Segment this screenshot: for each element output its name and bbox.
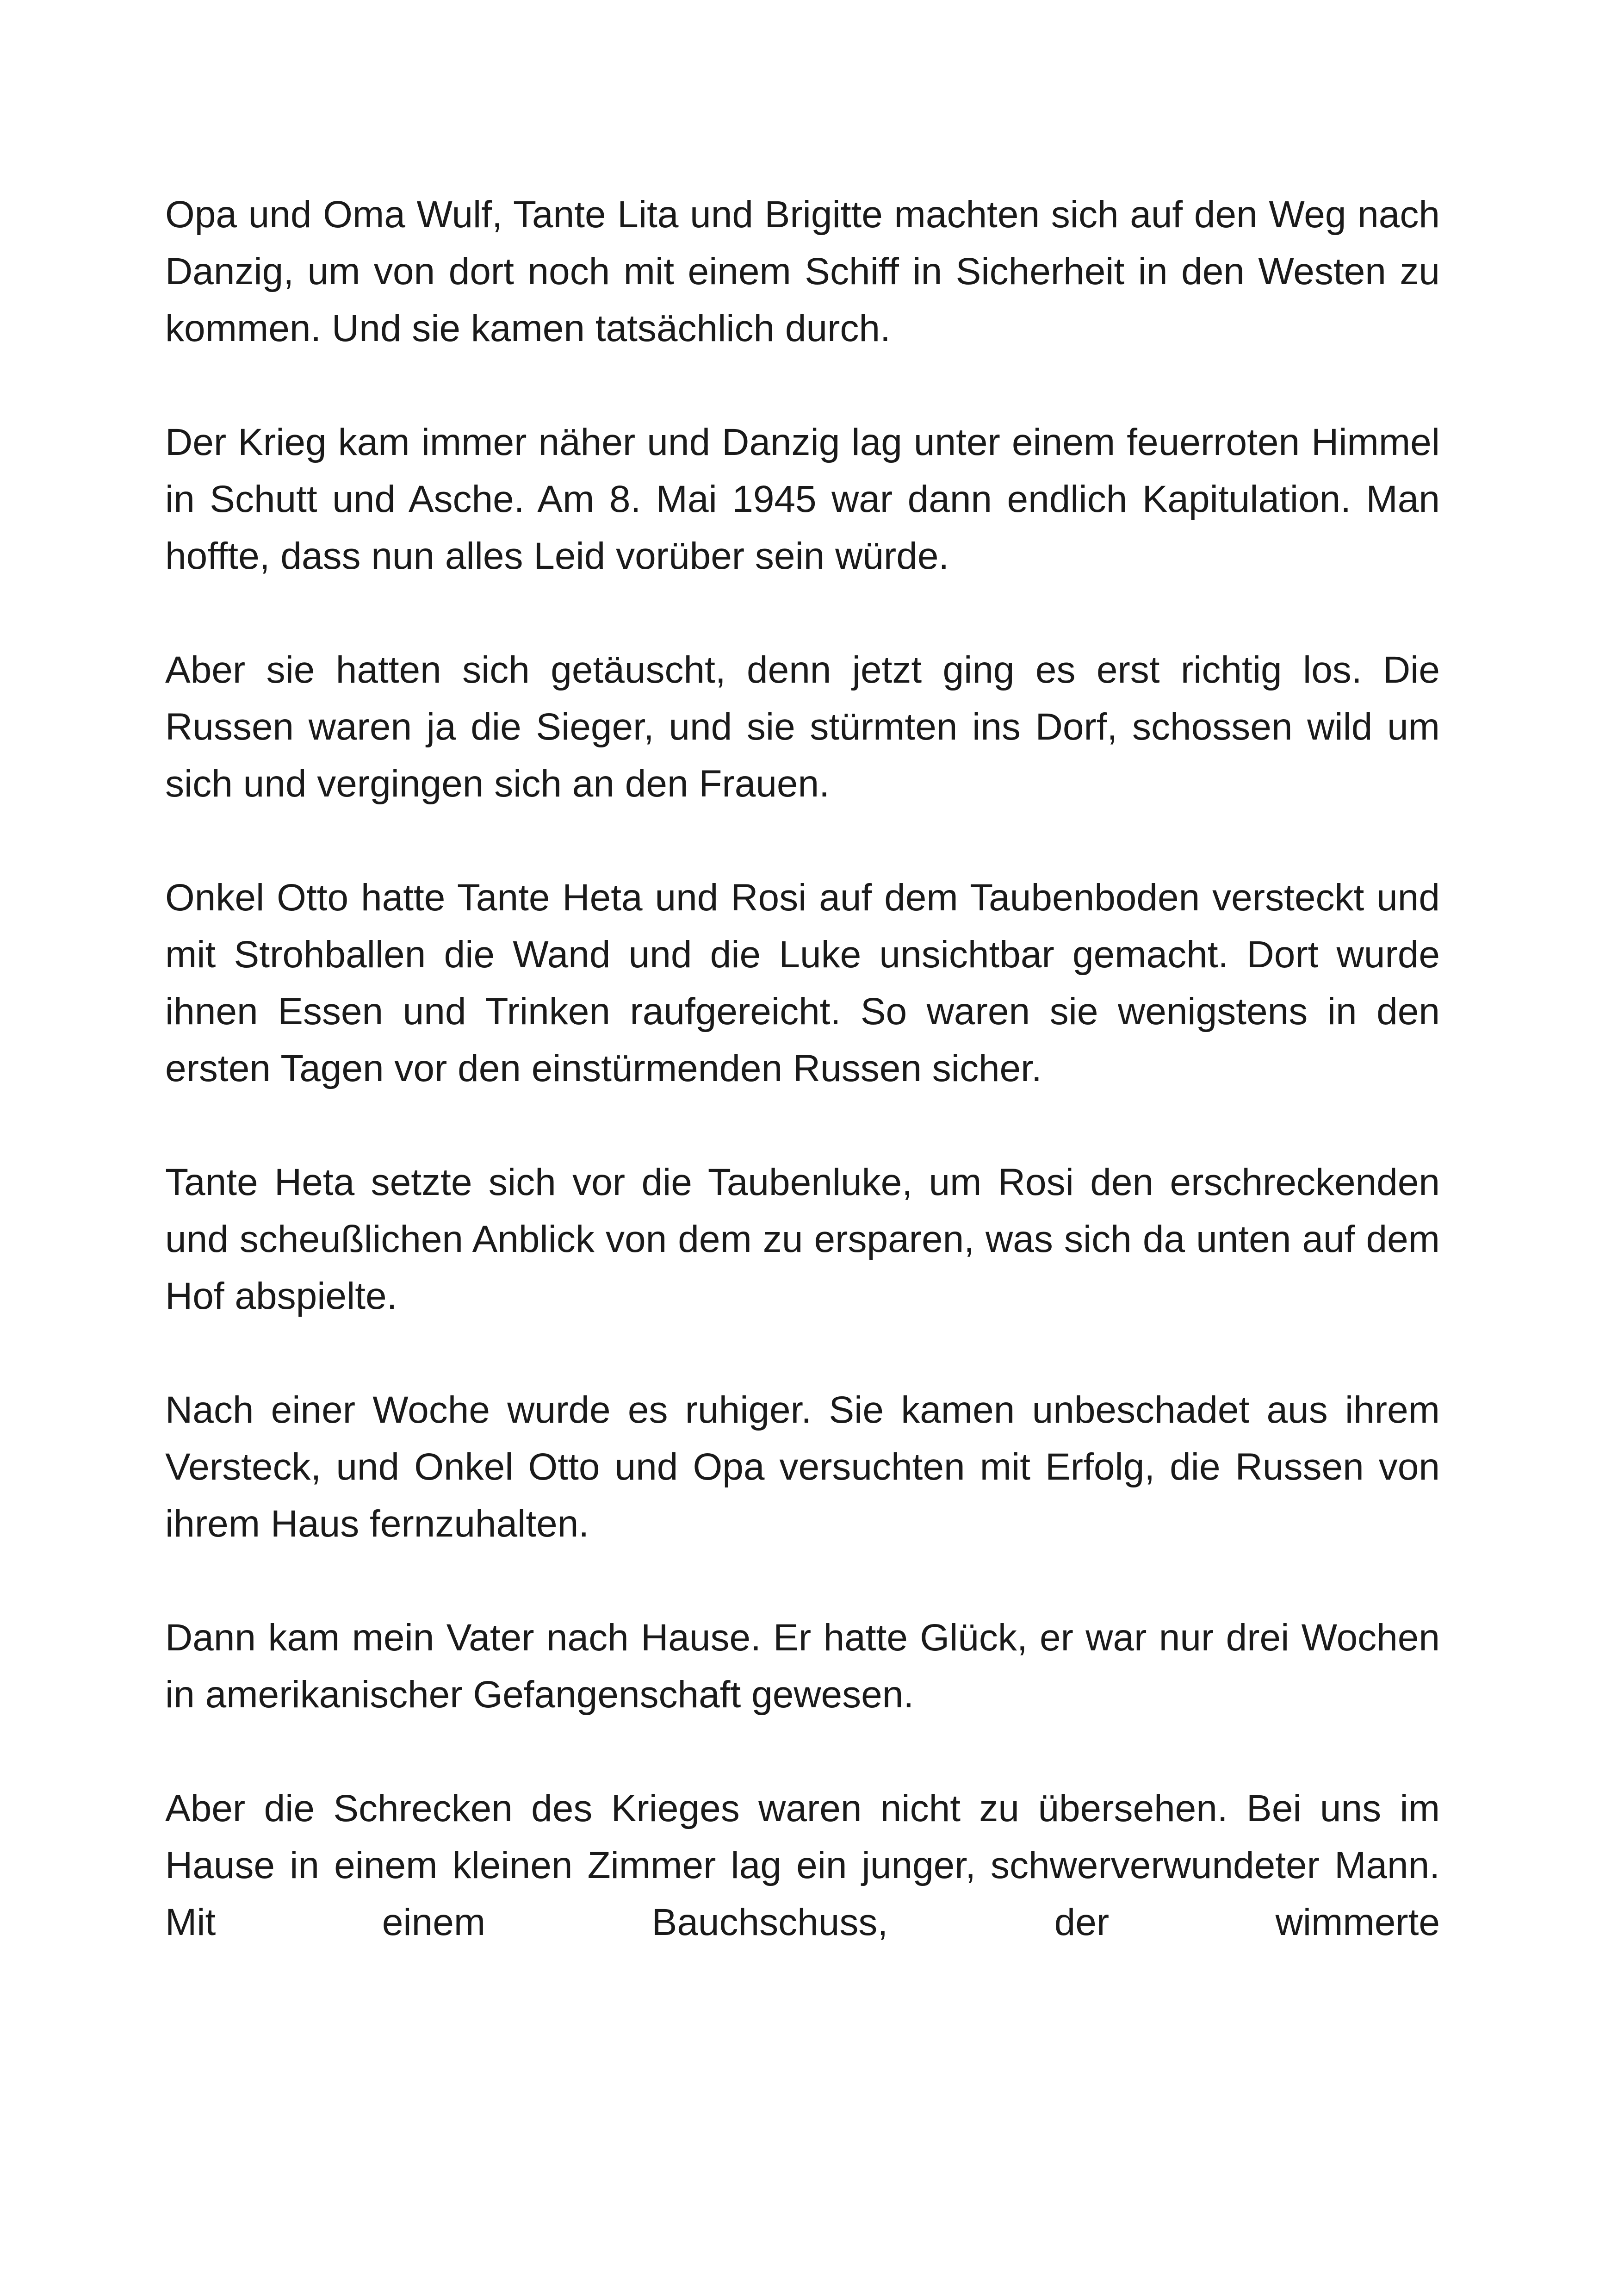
paragraph-7: Dann kam mein Vater nach Hause. Er hatte Glück, er war nur drei Wochen in amerikanischer Gefangenschaft gewesen. [165,1617,1440,1716]
paragraph-1: Opa und Oma Wulf, Tante Lita und Brigitte machten sich auf den Weg nach Danzig, um von dort noch mit einem Schiff in Sicherheit in den Westen zu kommen. Und sie kamen tatsächlich durch. [165,193,1440,349]
paragraph-6: Nach einer Woche wurde es ruhiger. Sie kamen unbeschadet aus ihrem Versteck, und Onkel Otto und Opa versuchten mit Erfolg, die Russen von ihrem Haus fernzuhalten. [165,1389,1440,1545]
paragraph-4: Onkel Otto hatte Tante Heta und Rosi auf dem Taubenboden versteckt und mit Strohballen die Wand und die Luke unsichtbar gemacht. Dort wurde ihnen Essen und Trinken raufgereicht. So waren sie wenigstens in den ersten Tagen vor den einstürmenden Russen sicher. [165,877,1440,1089]
paragraph-3: Aber sie hatten sich getäuscht, denn jetzt ging es erst richtig los. Die Russen waren ja die Sieger, und sie stürmten ins Dorf, schossen wild um sich und vergingen sich an den Frauen. [165,649,1440,805]
paragraph-8: Aber die Schrecken des Krieges waren nicht zu übersehen. Bei uns im Hause in einem kleinen Zimmer lag ein junger, schwerverwundeter Mann. Mit einem Bauchschuss, der wimmerte [165,1787,1440,1943]
document-body [165,186,1440,1951]
paragraph-5: Tante Heta setzte sich vor die Taubenluke, um Rosi den erschreckenden und scheußlichen Anblick von dem zu ersparen, was sich da unten auf dem Hof abspielte. [165,1161,1440,1317]
paragraph-2: Der Krieg kam immer näher und Danzig lag unter einem feuerroten Himmel in Schutt und Asche. Am 8. Mai 1945 war dann endlich Kapitulation. Man hoffte, dass nun alles Leid vorüber sein würde. [165,421,1440,577]
